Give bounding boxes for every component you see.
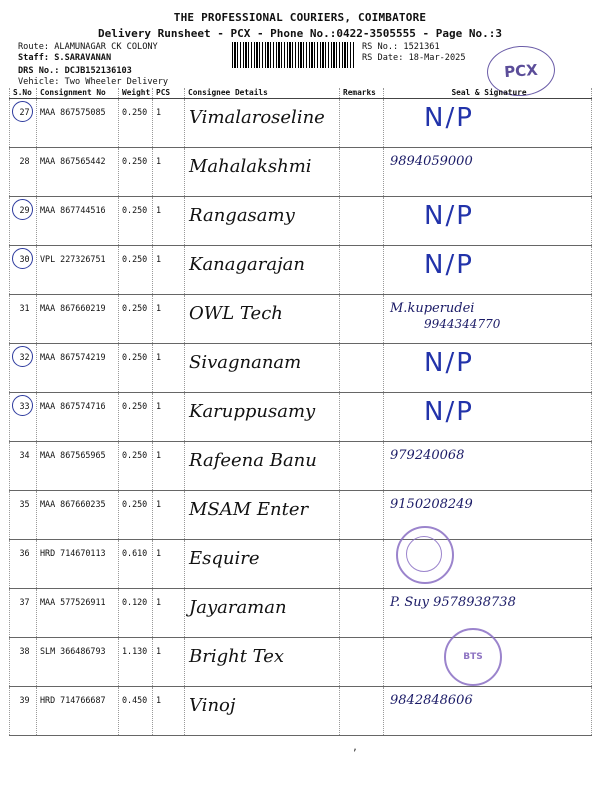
consignment-number: MAA 867574219	[37, 344, 119, 393]
remarks-cell	[340, 197, 384, 246]
consignee-name: Esquire	[185, 540, 340, 589]
row-number: 30	[10, 246, 37, 295]
table-row	[10, 197, 592, 246]
drs-value: DCJB152136103	[64, 66, 132, 76]
signature-cell	[384, 638, 592, 687]
pcs-value: 1	[153, 442, 185, 491]
drs-line: DRS No.: DCJB152136103	[18, 66, 132, 76]
consignment-number: MAA 867660235	[37, 491, 119, 540]
barcode	[232, 42, 354, 68]
consignee-name: Kanagarajan	[185, 246, 340, 295]
row-number: 34	[10, 442, 37, 491]
pcs-value: 1	[153, 295, 185, 344]
col-consignee: Consignee Details	[185, 88, 340, 99]
handwritten-signature: 979240068	[390, 448, 465, 463]
col-signature: Seal & Signature	[384, 88, 592, 99]
table-row	[10, 442, 592, 491]
signature-cell	[384, 540, 592, 589]
weight-value: 1.130	[119, 638, 153, 687]
pcs-value: 1	[153, 540, 185, 589]
table-row	[10, 148, 592, 197]
consignee-name: Rangasamy	[185, 197, 340, 246]
col-pcs: PCS	[153, 88, 185, 99]
weight-value: 0.250	[119, 295, 153, 344]
weight-value: 0.120	[119, 589, 153, 638]
consignee-name: Karuppusamy	[185, 393, 340, 442]
pcx-stamp: PCX	[485, 44, 556, 99]
consignee-name: Vimalaroseline	[185, 99, 340, 148]
col-weight: Weight	[119, 88, 153, 99]
row-number: 33	[10, 393, 37, 442]
vehicle-line: Vehicle: Two Wheeler Delivery	[18, 77, 169, 87]
remarks-cell	[340, 393, 384, 442]
weight-value: 0.610	[119, 540, 153, 589]
weight-value: 0.250	[119, 197, 153, 246]
consignee-name: MSAM Enter	[185, 491, 340, 540]
row-number: 31	[10, 295, 37, 344]
not-present-mark: N/P	[424, 201, 474, 231]
remarks-cell	[340, 148, 384, 197]
weight-value: 0.250	[119, 491, 153, 540]
consignment-number: VPL 227326751	[37, 246, 119, 295]
handwritten-signature: 9150208249	[390, 497, 473, 512]
weight-value: 0.250	[119, 246, 153, 295]
table-row	[10, 393, 592, 442]
handwritten-signature: P. Suy 9578938738	[390, 595, 516, 610]
pcs-value: 1	[153, 393, 185, 442]
pcs-value: 1	[153, 589, 185, 638]
consignee-name: Rafeena Banu	[185, 442, 340, 491]
rs-date-value: 18-Mar-2025	[408, 53, 466, 63]
stray-mark: ,	[352, 742, 359, 753]
remarks-cell	[340, 491, 384, 540]
consignment-number: MAA 867565442	[37, 148, 119, 197]
route-value: ALAMUNAGAR CK COLONY	[54, 42, 158, 52]
table-row	[10, 638, 592, 687]
consignment-number: MAA 867660219	[37, 295, 119, 344]
table-row	[10, 295, 592, 344]
pcs-value: 1	[153, 687, 185, 736]
table-row	[10, 540, 592, 589]
consignee-name: Jayaraman	[185, 589, 340, 638]
handwritten-signature: 9894059000	[390, 154, 473, 169]
runsheet-title: Delivery Runsheet - PCX - Phone No.:0422-3505555 - Page No.:3	[98, 27, 502, 40]
table-row	[10, 491, 592, 540]
signature-cell	[384, 393, 592, 442]
rs-no-value: 1521361	[403, 42, 440, 52]
handwritten-signature: M.kuperudei	[390, 301, 475, 316]
remarks-cell	[340, 344, 384, 393]
consignment-number: MAA 867574716	[37, 393, 119, 442]
not-present-mark: N/P	[424, 348, 474, 378]
signature-cell	[384, 589, 592, 638]
col-consignment: Consignment No	[37, 88, 119, 99]
table-row	[10, 344, 592, 393]
consignment-number: MAA 867575085	[37, 99, 119, 148]
weight-value: 0.250	[119, 344, 153, 393]
remarks-cell	[340, 99, 384, 148]
bts-seal-stamp: BTS	[444, 628, 502, 686]
remarks-cell	[340, 246, 384, 295]
pcs-value: 1	[153, 197, 185, 246]
consignment-number: MAA 867565965	[37, 442, 119, 491]
pcs-value: 1	[153, 491, 185, 540]
row-number: 28	[10, 148, 37, 197]
handwritten-signature: 9842848606	[390, 693, 473, 708]
consignee-name: OWL Tech	[185, 295, 340, 344]
consignment-number: SLM 366486793	[37, 638, 119, 687]
signature-cell	[384, 148, 592, 197]
table-row	[10, 99, 592, 148]
pcs-value: 1	[153, 99, 185, 148]
not-present-mark: N/P	[424, 397, 474, 427]
consignment-number: MAA 867744516	[37, 197, 119, 246]
table-row	[10, 246, 592, 295]
weight-value: 0.250	[119, 393, 153, 442]
weight-value: 0.450	[119, 687, 153, 736]
row-number: 27	[10, 99, 37, 148]
remarks-cell	[340, 442, 384, 491]
signature-cell	[384, 295, 592, 344]
pcs-value: 1	[153, 638, 185, 687]
remarks-cell	[340, 540, 384, 589]
row-number: 39	[10, 687, 37, 736]
remarks-cell	[340, 687, 384, 736]
signature-cell	[384, 197, 592, 246]
table-header-row	[10, 88, 592, 99]
row-number: 35	[10, 491, 37, 540]
row-number: 38	[10, 638, 37, 687]
row-number: 37	[10, 589, 37, 638]
table-row	[10, 687, 592, 736]
rs-date-line: RS Date: 18-Mar-2025	[362, 53, 466, 63]
remarks-cell	[340, 295, 384, 344]
vehicle-value: Two Wheeler Delivery	[64, 77, 169, 87]
weight-value: 0.250	[119, 99, 153, 148]
staff-line: Staff: S.SARAVANAN	[18, 53, 112, 63]
consignment-number: HRD 714766687	[37, 687, 119, 736]
signature-cell	[384, 687, 592, 736]
consignee-name: Bright Tex	[185, 638, 340, 687]
remarks-cell	[340, 638, 384, 687]
row-number: 32	[10, 344, 37, 393]
weight-value: 0.250	[119, 148, 153, 197]
signature-cell	[384, 344, 592, 393]
handwritten-phone: 9944344770	[424, 317, 501, 331]
route-line: Route: ALAMUNAGAR CK COLONY	[18, 42, 158, 52]
signature-cell	[384, 246, 592, 295]
pcs-value: 1	[153, 148, 185, 197]
staff-value: S.SARAVANAN	[54, 53, 112, 63]
table-row	[10, 589, 592, 638]
not-present-mark: N/P	[424, 250, 474, 280]
company-seal-stamp	[396, 526, 454, 584]
col-remarks: Remarks	[340, 88, 384, 99]
consignment-number: HRD 714670113	[37, 540, 119, 589]
consignee-name: Sivagnanam	[185, 344, 340, 393]
remarks-cell	[340, 589, 384, 638]
consignee-name: Vinoj	[185, 687, 340, 736]
signature-cell	[384, 99, 592, 148]
runsheet-table	[9, 88, 592, 736]
consignment-number: MAA 577526911	[37, 589, 119, 638]
col-sno: S.No	[10, 88, 37, 99]
signature-cell	[384, 442, 592, 491]
rs-no-line: RS No.: 1521361	[362, 42, 440, 52]
not-present-mark: N/P	[424, 103, 474, 133]
row-number: 36	[10, 540, 37, 589]
pcs-value: 1	[153, 246, 185, 295]
company-title: THE PROFESSIONAL COURIERS, COIMBATORE	[173, 11, 427, 24]
pcs-value: 1	[153, 344, 185, 393]
row-number: 29	[10, 197, 37, 246]
weight-value: 0.250	[119, 442, 153, 491]
consignee-name: Mahalakshmi	[185, 148, 340, 197]
